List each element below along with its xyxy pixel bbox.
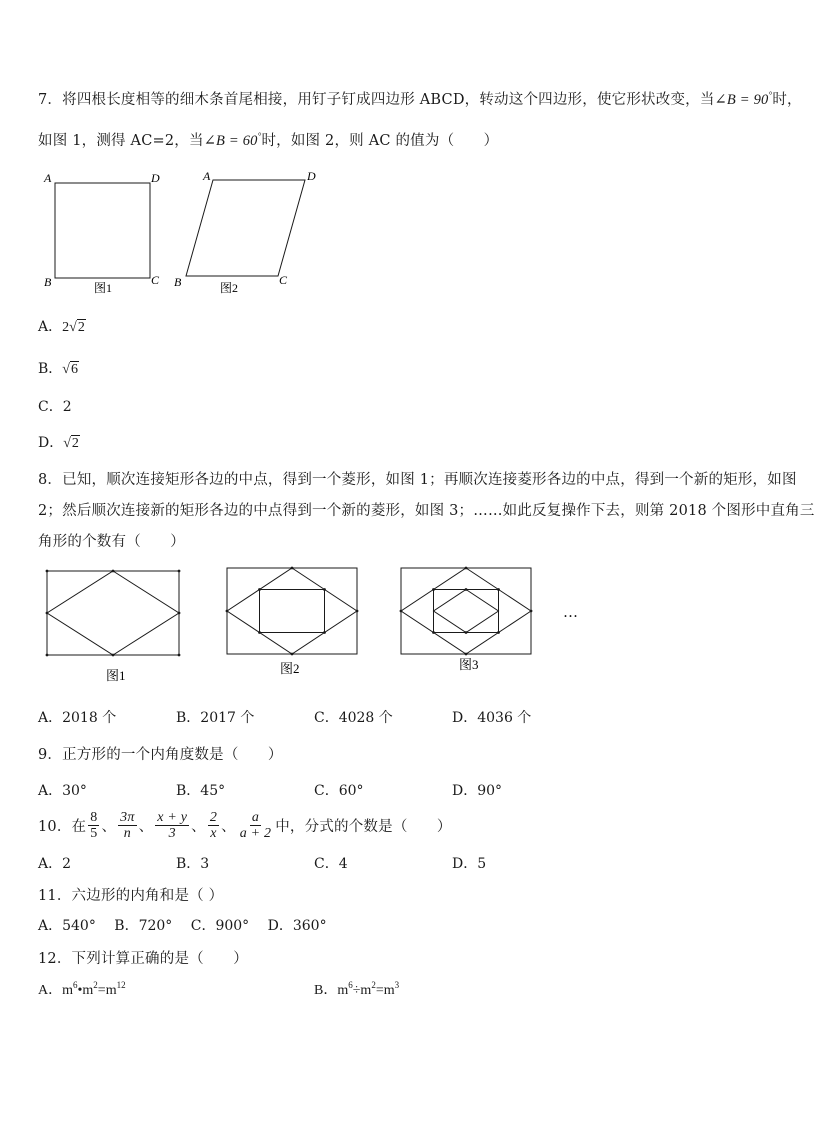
- q7-square: [55, 183, 150, 278]
- q7-fig1-label-b: B: [44, 275, 52, 289]
- q12-text: 12．下列计算正确的是（ ）: [38, 951, 248, 967]
- q9-option-a: A．30°: [38, 783, 87, 799]
- q11-text: 11．六边形的内角和是（ ）: [38, 888, 224, 904]
- q10-fraction-2: $\frac{3\pi}{n}$: [120, 809, 135, 841]
- q7-option-d: D．√2: [38, 435, 79, 451]
- q8-figure3: [396, 563, 538, 681]
- q8-option-d: D．4036 个: [452, 710, 532, 726]
- q10-line: 10．在 $\frac{8}{5}$ 、 $\frac{3\pi}{n}$ 、 $\frac{x + y}{3}$ 、 $\frac{2}{x}$ 、 $\frac{a}{a + 2}$ 中，分式的个数是（ ）: [38, 809, 452, 841]
- q7-fig2-label-b: B: [174, 275, 182, 289]
- q8-option-c: C．4028 个: [314, 710, 393, 726]
- q10-prefix: 10．在: [38, 818, 87, 835]
- q10-option-a: A．2: [38, 856, 72, 872]
- q10-option-b: B．3: [176, 856, 210, 872]
- q7-fig2-caption: 图2: [220, 281, 239, 295]
- q7-fig2-label-a: A: [203, 169, 211, 183]
- q7-line1-text: 7．将四根长度相等的细木条首尾相接，用钉子钉成四边形 ABCD，转动这个四边形，使它形状改变，当: [38, 92, 715, 108]
- q10-option-c: C．4: [314, 856, 348, 872]
- q7-fig1-label-d: D: [151, 171, 160, 185]
- q9-option-b: B．45°: [176, 783, 226, 799]
- q12-option-a: A．$m^6•m^2=m^{12}$: [38, 980, 126, 998]
- q7-fig1-label-c: C: [151, 273, 160, 287]
- q7-fig1-label-a: A: [44, 171, 52, 185]
- q7-line1: [38, 88, 802, 109]
- q8-line3: 角形的个数有（ ）: [38, 534, 185, 550]
- q8-fig3-rect: [401, 568, 531, 654]
- q7-angle-b60: ∠B = 60°: [203, 131, 262, 149]
- q8-fig3-inner-rect: [434, 590, 499, 633]
- q7-option-b: B．√6: [38, 361, 78, 377]
- q8-fig2-rhombus: [227, 568, 357, 654]
- q7-fig2-label-c: C: [279, 273, 288, 287]
- q10-fraction-1: $\frac{8}{5}$: [90, 809, 98, 841]
- q7-line2-text: 如图 1，测得 AC=2，当: [38, 133, 204, 149]
- q8-fig1-rhombus: [47, 571, 179, 655]
- q7-option-c: C．2: [38, 399, 72, 415]
- q10-fraction-3: $\frac{x + y}{3}$: [157, 809, 188, 841]
- q8-line1: 8．已知，顺次连接矩形各边的中点，得到一个菱形，如图 1；再顺次连接菱形各边的中点，得到一个新的矩形，如图: [38, 472, 797, 488]
- q7-figure1: [36, 168, 176, 300]
- q8-figure2: [222, 563, 362, 685]
- q8-fig2-inner-rect: [260, 590, 325, 633]
- q8-option-b: B．2017 个: [176, 710, 255, 726]
- q12-option-b: B．$m^6\div m^2=m^3$: [314, 980, 400, 998]
- q8-fig3-rhombus: [401, 568, 531, 654]
- q7-angle-b90: ∠B = 90°: [714, 90, 773, 108]
- q10-option-d: D．5: [452, 856, 487, 872]
- q7-line2-end: 时，如图 2，则 AC 的值为（ ）: [261, 133, 499, 149]
- q7-line2: [38, 129, 498, 150]
- q9-text: 9．正方形的一个内角度数是（ ）: [38, 747, 283, 763]
- q8-fig3-caption: 图3: [459, 657, 479, 672]
- q7-rhombus: [186, 180, 305, 276]
- q9-option-c: C．60°: [314, 783, 364, 799]
- q11-options: A．540° B．720° C．900° D．360°: [38, 918, 327, 934]
- q8-fig1-rect: [47, 571, 179, 655]
- q8-fig1-caption: 图1: [106, 668, 126, 683]
- q7-fig2-label-d: D: [307, 169, 316, 183]
- q10-suffix: 中，分式的个数是（ ）: [275, 818, 452, 835]
- q8-option-a: A．2018 个: [38, 710, 117, 726]
- q7-figure2: [170, 168, 330, 300]
- q10-fraction-4: $\frac{2}{x}$: [209, 809, 218, 841]
- q8-line2: 2；然后顺次连接新的矩形各边的中点得到一个新的菱形，如图 3；……如此反复操作下去，则第 2018 个图形中直角三: [38, 503, 815, 519]
- q7-line1-end: 时，: [772, 92, 802, 108]
- q8-fig2-rect: [227, 568, 357, 654]
- q7-option-a: A．2√2: [38, 319, 85, 335]
- q10-fraction-5: $\frac{a}{a + 2}$: [239, 809, 272, 841]
- q8-ellipsis: …: [563, 603, 578, 621]
- q8-fig3-inner-rhombus: [434, 590, 499, 633]
- q8-figure1: [40, 566, 185, 690]
- q7-fig1-caption: 图1: [94, 281, 113, 295]
- q9-option-d: D．90°: [452, 783, 503, 799]
- q8-fig2-caption: 图2: [280, 661, 300, 676]
